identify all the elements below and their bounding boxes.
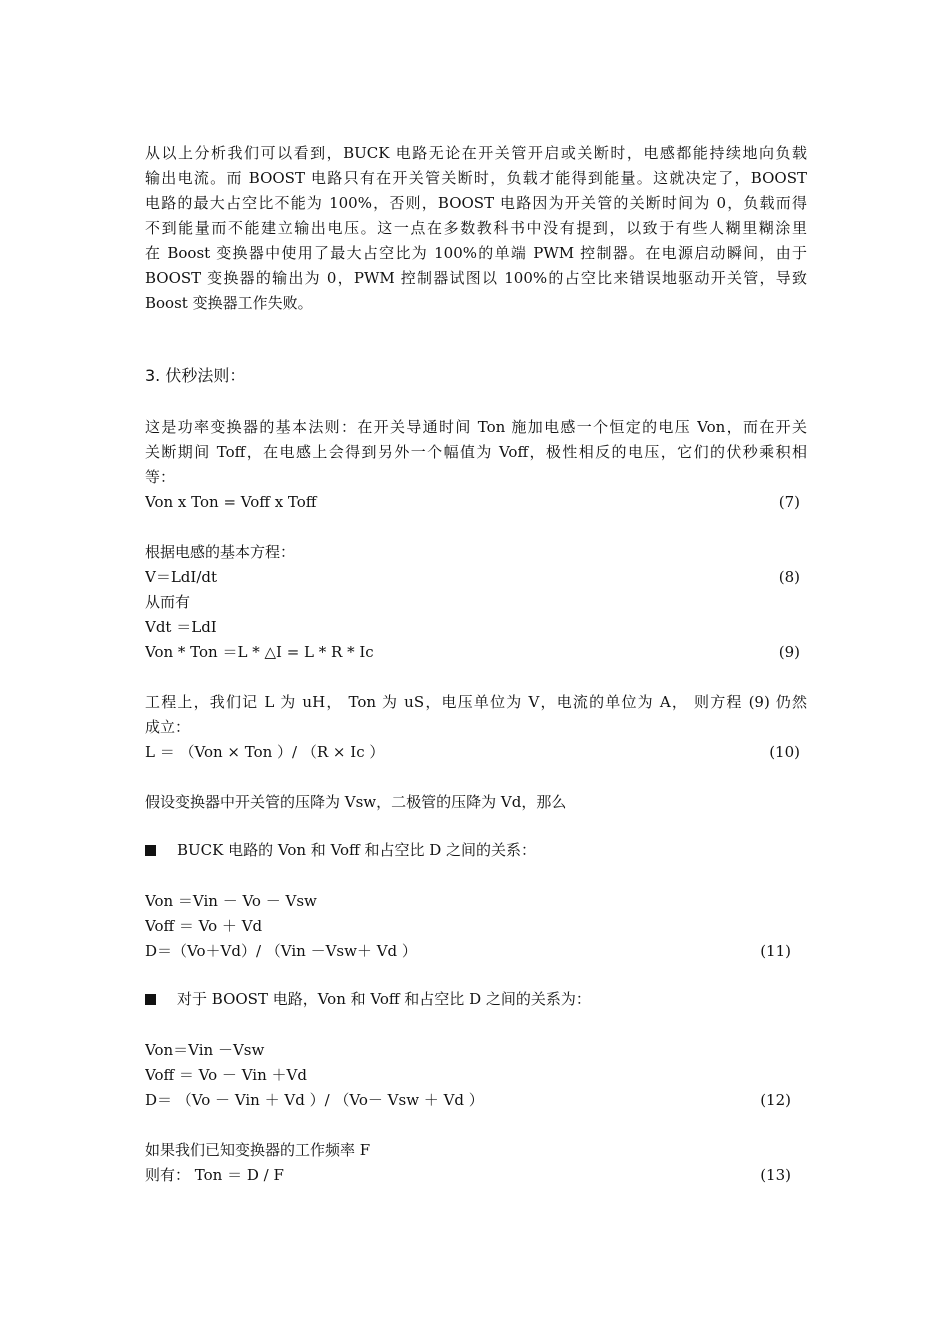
- frequency-line: 如果我们已知变换器的工作频率 F: [145, 1141, 371, 1159]
- equation-8: V＝LdI/dt: [145, 568, 218, 586]
- paragraph-2-line-3: 等：: [145, 468, 176, 486]
- paragraph-1-line-4: 不到能量而不能建立输出电压。这一点在多数教科书中没有提到，以致于有些人糊里糊涂里: [145, 219, 807, 237]
- thus-line: 从而有: [145, 593, 191, 611]
- equation-12: D＝ （Vo － Vin ＋ Vd ）/ （Vo－ Vsw ＋ Vd ）: [145, 1091, 484, 1109]
- paragraph-1-line-3: 电路的最大占空比不能为 100%，否则，BOOST 电路因为开关管的关断时间为 0，负载而得: [145, 194, 807, 212]
- bullet-2-square-icon: [145, 994, 156, 1005]
- buck-voff-line: Voff ＝ Vo ＋ Vd: [145, 917, 263, 935]
- equation-13-number: (13): [760, 1166, 791, 1184]
- paragraph-3-line-2: 成立：: [145, 718, 191, 736]
- equation-10: L ＝ （Von × Ton ）/ （R × Ic ）: [145, 743, 385, 761]
- equation-10-number: (10): [769, 743, 800, 761]
- paragraph-1-line-2: 输出电流。而 BOOST 电路只有在开关管关断时，负载才能得到能量。这就决定了，BOOST: [145, 169, 807, 187]
- equation-12-number: (12): [760, 1091, 791, 1109]
- equation-7: Von x Ton = Voff x Toff: [145, 493, 317, 511]
- paragraph-1-line-7: Boost 变换器工作失败。: [145, 294, 313, 312]
- equation-9: Von * Ton ＝L * △I = L * R * Ic: [145, 643, 374, 661]
- vdt-line: Vdt ＝LdI: [145, 618, 217, 636]
- boost-voff-line: Voff ＝ Vo － Vin ＋Vd: [145, 1066, 307, 1084]
- paragraph-1-line-6: BOOST 变换器的输出为 0，PWM 控制器试图以 100%的占空比来错误地驱动开关管，导致: [145, 269, 807, 287]
- bullet-1-text: BUCK 电路的 Von 和 Voff 和占空比 D 之间的关系：: [177, 841, 537, 859]
- equation-11: D＝（Vo＋Vd）/ （Vin －Vsw＋ Vd ）: [145, 942, 417, 960]
- assumption-line: 假设变换器中开关管的压降为 Vsw，二极管的压降为 Vd，那么: [145, 793, 567, 811]
- boost-von-line: Von＝Vin －Vsw: [145, 1041, 265, 1059]
- paragraph-1-line-1: 从以上分析我们可以看到，BUCK 电路无论在开关管开启或关断时，电感都能持续地向负载: [145, 144, 807, 162]
- equation-11-number: (11): [760, 942, 791, 960]
- bullet-1-square-icon: [145, 845, 156, 856]
- paragraph-2-line-2: 关断期间 Toff，在电感上会得到另外一个幅值为 Voff，极性相反的电压，它们的伏秒乘积相: [145, 443, 807, 461]
- paragraph-1-line-5: 在 Boost 变换器中使用了最大占空比为 100%的单端 PWM 控制器。在电源启动瞬间，由于: [145, 244, 807, 262]
- section-heading: 3. 伏秒法则：: [145, 366, 246, 385]
- buck-von-line: Von ＝Vin － Vo － Vsw: [145, 892, 317, 910]
- paragraph-3-line-1: 工程上，我们记 L 为 uH， Ton 为 uS，电压单位为 V，电流的单位为 A， 则方程 (9) 仍然: [145, 693, 807, 711]
- equation-9-number: (9): [778, 643, 800, 661]
- bullet-2-text: 对于 BOOST 电路，Von 和 Voff 和占空比 D 之间的关系为：: [177, 990, 591, 1008]
- equation-7-number: (7): [778, 493, 800, 511]
- paragraph-2-line-1: 这是功率变换器的基本法则：在开关导通时间 Ton 施加电感一个恒定的电压 Von，而在开关: [145, 418, 807, 436]
- basic-equation-intro: 根据电感的基本方程：: [145, 543, 296, 561]
- equation-13: 则有： Ton ＝ D / F: [145, 1166, 284, 1184]
- equation-8-number: (8): [778, 568, 800, 586]
